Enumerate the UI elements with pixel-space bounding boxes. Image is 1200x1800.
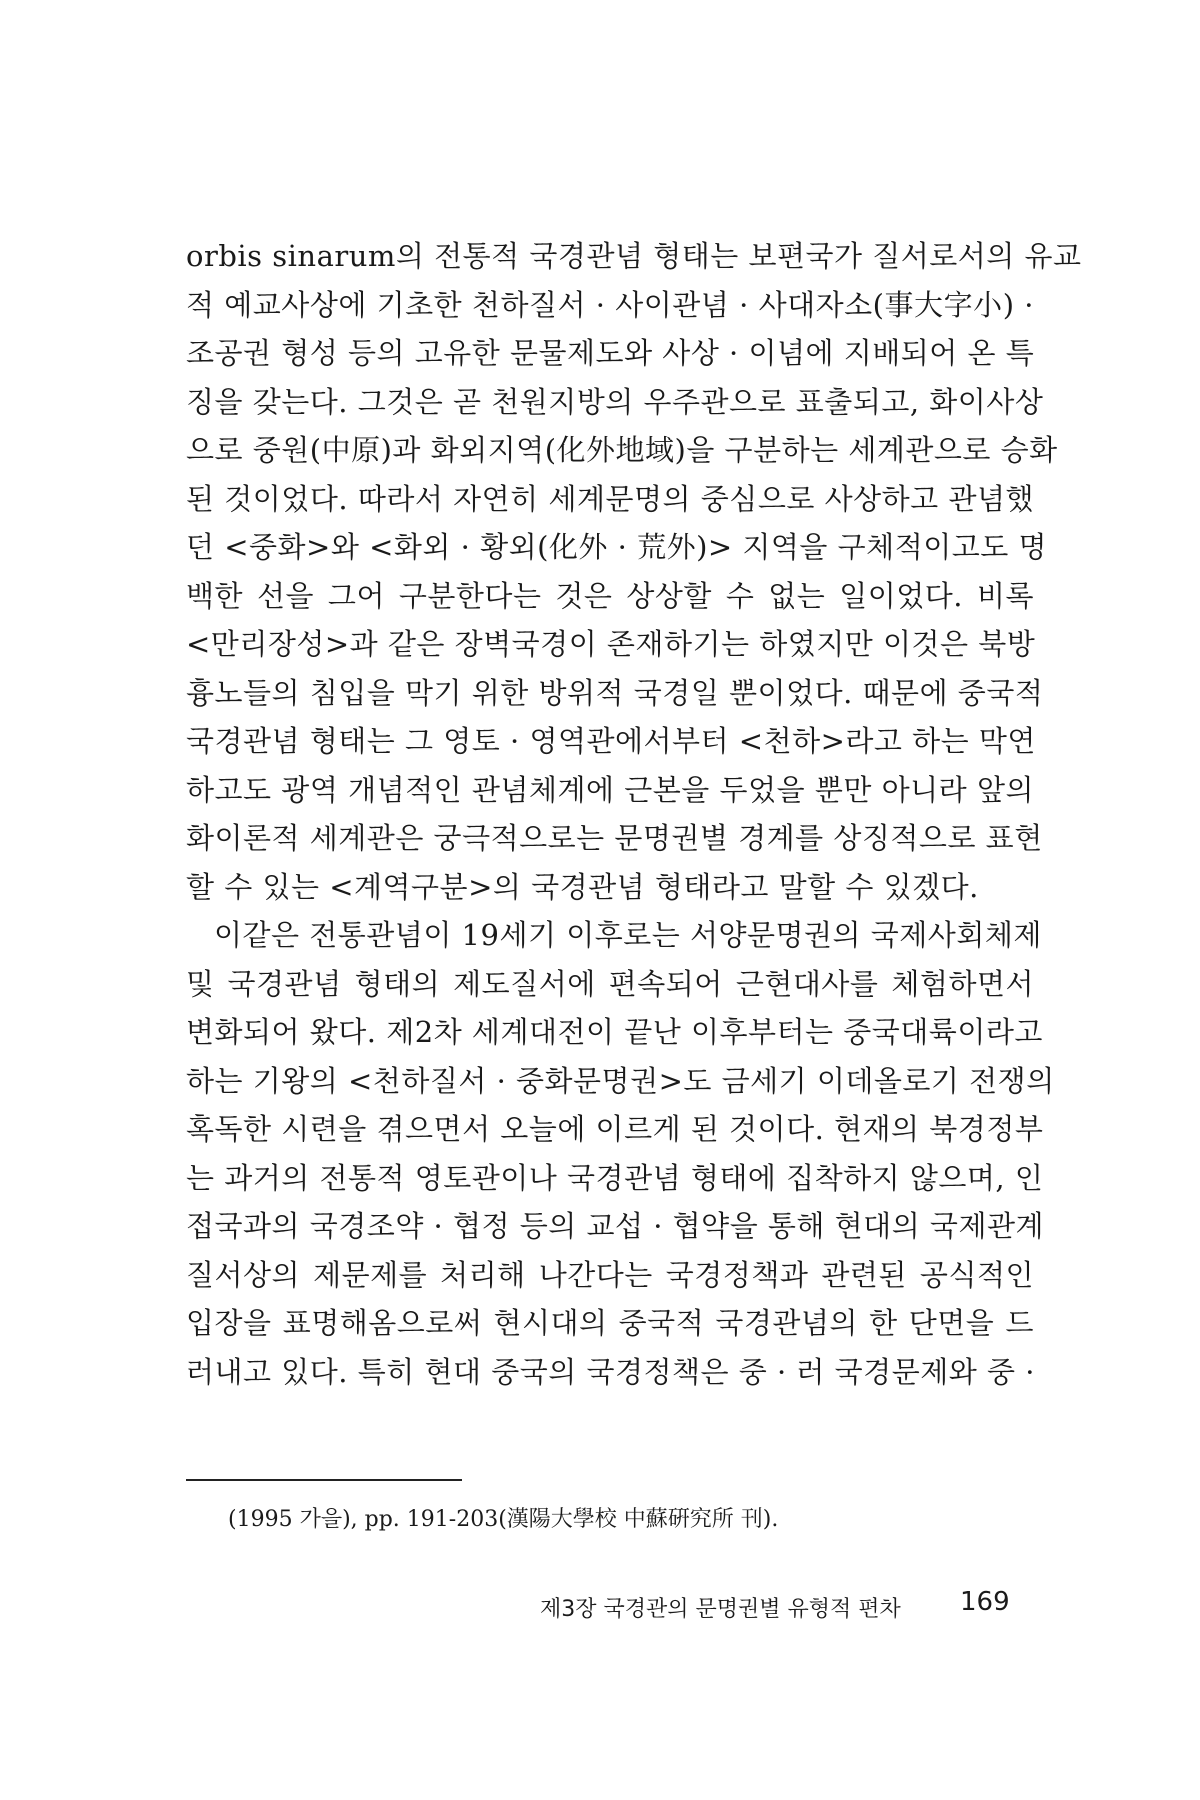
text-line: 조공권 형성 등의 고유한 문물제도와 사상 · 이념에 지배되어 온 특	[186, 336, 1035, 370]
page-number: 169	[960, 1587, 1010, 1617]
text-line: 징을 갖는다. 그것은 곧 천원지방의 우주관으로 표출되고, 화이사상	[186, 384, 1044, 419]
text-line: 된 것이었다. 따라서 자연히 세계문명의 중심으로 사상하고 관념했	[186, 481, 1034, 516]
text-line: 변화되어 왔다. 제2차 세계대전이 끝난 이후부터는 중국대륙이라고	[186, 1015, 1043, 1049]
text-line: 질서상의 제문제를 처리해 나간다는 국경정책과 관련된 공식적인	[186, 1257, 1034, 1292]
footnote: (1995 가을), pp. 191-203(漢陽大學校 中蘇硏究所 刊).	[228, 1507, 779, 1532]
text-line: orbis sinarum의 전통적 국경관념 형태는 보편국가 질서로서의 유교	[186, 239, 1082, 273]
text-line: 할 수 있는 <계역구분>의 국경관념 형태라고 말할 수 있겠다.	[186, 869, 979, 904]
text-line: 혹독한 시련을 겪으면서 오늘에 이르게 된 것이다. 현재의 북경정부	[186, 1112, 1044, 1146]
running-footer-title: 제3장 국경관의 문명권별 유형적 편차	[540, 1597, 901, 1622]
paragraph-start-line: 이같은 전통관념이 19세기 이후로는 서양문명권의 국제사회체제	[214, 918, 1042, 952]
text-line: 하는 기왕의 <천하질서 · 중화문명권>도 금세기 이데올로기 전쟁의	[186, 1063, 1055, 1098]
text-line: 입장을 표명해옴으로써 현시대의 중국적 국경관념의 한 단면을 드	[186, 1306, 1034, 1340]
text-line: 및 국경관념 형태의 제도질서에 편속되어 근현대사를 체험하면서	[186, 966, 1034, 1001]
text-line: 하고도 광역 개념적인 관념체계에 근본을 두었을 뿐만 아니라 앞의	[186, 772, 1034, 807]
text-line: 국경관념 형태는 그 영토 · 영역관에서부터 <천하>라고 하는 막연	[186, 724, 1036, 758]
body-text	[186, 232, 1082, 1396]
footnote-divider	[186, 1479, 462, 1481]
text-line: 화이론적 세계관은 궁극적으로는 문명권별 경계를 상징적으로 표현	[186, 821, 1043, 855]
text-line: 백한 선을 그어 구분한다는 것은 상상할 수 없는 일이었다. 비록	[186, 578, 1034, 613]
text-line: 흉노들의 침입을 막기 위한 방위적 국경일 뿐이었다. 때문에 중국적	[186, 675, 1044, 710]
text-line: 적 예교사상에 기초한 천하질서 · 사이관념 · 사대자소(事大字小) ·	[186, 287, 1034, 322]
text-line: 으로 중원(中原)과 화외지역(化外地域)을 구분하는 세계관으로 승화	[186, 433, 1058, 467]
text-line: 는 과거의 전통적 영토관이나 국경관념 형태에 집착하지 않으며, 인	[186, 1160, 1044, 1195]
text-line: 러내고 있다. 특히 현대 중국의 국경정책은 중 · 러 국경문제와 중 ·	[186, 1354, 1035, 1389]
text-line: 접국과의 국경조약 · 협정 등의 교섭 · 협약을 통해 현대의 국제관계	[186, 1209, 1044, 1243]
text-line: 던 <중화>와 <화외 · 황외(化外 · 荒外)> 지역을 구체적이고도 명	[186, 530, 1047, 564]
text-line: <만리장성>과 같은 장벽국경이 존재하기는 하였지만 이것은 북방	[186, 627, 1036, 661]
